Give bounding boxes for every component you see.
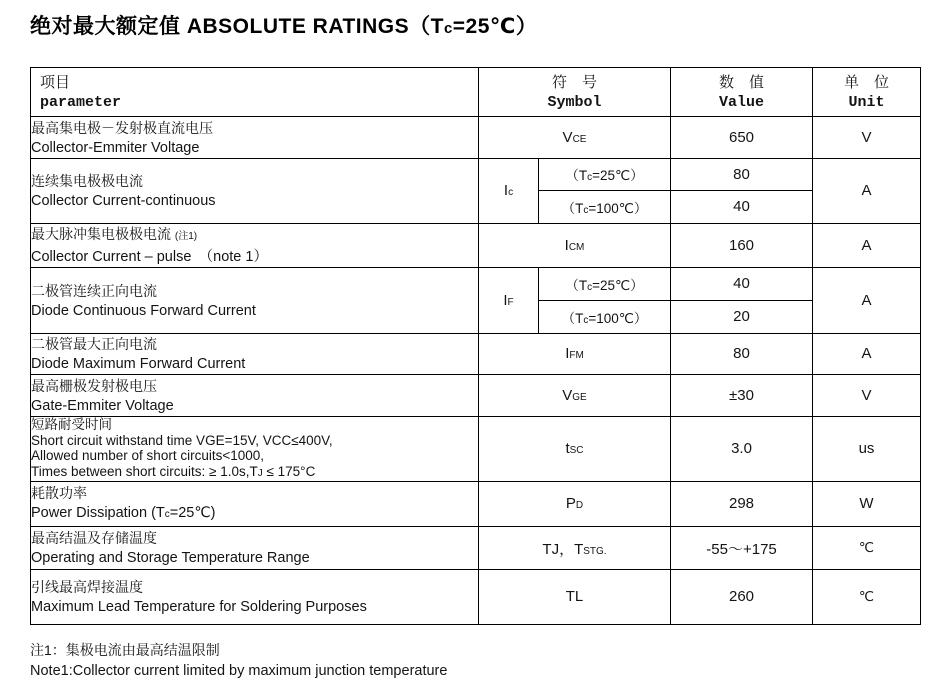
table-row [31, 570, 921, 625]
header-symbol-en: Symbol [547, 93, 602, 111]
symbol-cell [479, 224, 671, 268]
table-row [31, 159, 921, 191]
unit-text: A [861, 182, 872, 199]
param-en: Collector-Emmiter Voltage [31, 139, 200, 156]
param-cell [31, 570, 479, 625]
value-cell [671, 334, 813, 375]
header-parameter [31, 68, 479, 117]
param-cell [31, 268, 479, 334]
param-zh: 最大脉冲集电极极电流 (注1) [31, 226, 198, 242]
value-text: 260 [729, 588, 755, 605]
condition-cell [539, 268, 671, 301]
footnote-zh: 注1：集极电流由最高结温限制 [30, 642, 220, 658]
table-row [31, 375, 921, 417]
table-row [31, 417, 921, 482]
condition-text: （Tc=100℃） [561, 200, 648, 216]
unit-cell [813, 268, 921, 334]
table-row [31, 268, 921, 301]
param-en: Collector Current-continuous [31, 193, 216, 209]
unit-cell [813, 159, 921, 224]
unit-text: V [861, 128, 872, 146]
param-zh: 短路耐受时间 [31, 417, 112, 432]
value-cell [671, 117, 813, 159]
header-parameter-en: parameter [40, 93, 122, 111]
value-cell [671, 159, 813, 191]
table-row [31, 482, 921, 527]
footnotes [30, 640, 920, 682]
page-title: 绝对最大额定值 ABSOLUTE RATINGS（Tc=25℃） [30, 15, 538, 38]
symbol-cell [479, 527, 671, 570]
symbol-cell [479, 375, 671, 417]
value-cell [671, 417, 813, 482]
header-parameter-zh: 项目 [40, 73, 71, 91]
unit-text: A [861, 236, 872, 254]
param-en-line: Short circuit withstand time VGE=15V, VCC≤400V, [31, 432, 333, 448]
symbol-cell [479, 268, 539, 334]
symbol-ic: Ic [503, 182, 514, 199]
param-cell [31, 417, 479, 482]
symbol-pd: PD [565, 495, 584, 512]
unit-cell [813, 334, 921, 375]
header-symbol [479, 68, 671, 117]
unit-cell [813, 527, 921, 570]
param-zh: 最高栅极发射极电压 [31, 377, 157, 394]
value-cell [671, 191, 813, 224]
header-value [671, 68, 813, 117]
table-row [31, 527, 921, 570]
header-value-zh: 数 值 [719, 73, 765, 91]
value-cell [671, 375, 813, 417]
symbol-tl: TL [565, 588, 584, 605]
value-text: 40 [733, 275, 750, 292]
param-zh: 最高集电极－发射极直流电压 [31, 119, 213, 136]
value-text: 80 [733, 165, 750, 183]
param-en: Diode Continuous Forward Current [31, 302, 256, 319]
header-unit-en: Unit [848, 93, 885, 111]
unit-cell [813, 117, 921, 159]
param-cell [31, 482, 479, 527]
value-text: 40 [733, 198, 750, 215]
table-row [31, 224, 921, 268]
symbol-if: IF [503, 291, 514, 309]
header-value-en: Value [719, 93, 765, 111]
symbol-ifm: IFM [565, 345, 584, 362]
unit-text: ℃ [858, 540, 875, 555]
symbol-tsc: tSC [565, 440, 584, 457]
param-en: Collector Current – pulse （note 1） [31, 249, 268, 265]
param-zh: 最高结温及存储温度 [31, 530, 157, 546]
header-symbol-zh: 符 号 [552, 73, 598, 91]
unit-text: A [861, 345, 872, 362]
param-zh: 耗散功率 [31, 485, 87, 501]
condition-cell [539, 191, 671, 224]
unit-cell [813, 224, 921, 268]
param-en: Diode Maximum Forward Current [31, 356, 246, 372]
symbol-cell [479, 570, 671, 625]
unit-text: us [858, 440, 875, 457]
symbol-cell [479, 482, 671, 527]
header-unit-zh: 单 位 [844, 73, 890, 91]
symbol-vge: VGE [562, 386, 587, 404]
param-cell [31, 117, 479, 159]
table-row [31, 117, 921, 159]
header-unit [813, 68, 921, 117]
unit-cell [813, 375, 921, 417]
unit-text: W [859, 495, 874, 512]
symbol-cell [479, 334, 671, 375]
value-cell [671, 224, 813, 268]
param-zh: 二极管连续正向电流 [31, 282, 157, 299]
param-cell [31, 159, 479, 224]
param-en: Maximum Lead Temperature for Soldering Purposes [31, 599, 367, 615]
param-en-line: Times between short circuits: ≥ 1.0s,TJ ≤ 175°C [31, 463, 316, 479]
condition-cell [539, 159, 671, 191]
unit-cell [813, 482, 921, 527]
param-cell [31, 334, 479, 375]
param-zh: 二极管最大正向电流 [31, 336, 157, 352]
value-text: 160 [729, 236, 755, 254]
value-cell [671, 570, 813, 625]
condition-text: （Tc=100℃） [561, 310, 648, 326]
unit-text: V [861, 386, 872, 404]
value-text: -55～+175 [706, 540, 777, 558]
table-row [31, 334, 921, 375]
symbol-cell [479, 117, 671, 159]
unit-cell [813, 417, 921, 482]
table-header-row [31, 68, 921, 117]
value-text: 80 [733, 345, 750, 362]
param-en: Operating and Storage Temperature Range [31, 550, 310, 566]
param-en-line: Allowed number of short circuits<1000, [31, 448, 264, 463]
value-text: ±30 [729, 386, 754, 404]
value-text: 20 [733, 308, 750, 325]
footnote-en: Note1:Collector current limited by maximum junction temperature [30, 663, 448, 679]
value-cell [671, 301, 813, 334]
value-text: 650 [729, 128, 755, 146]
unit-text: ℃ [858, 589, 875, 604]
unit-text: A [861, 291, 872, 309]
param-en: Gate-Emmiter Voltage [31, 397, 174, 414]
param-zh: 连续集电极极电流 [31, 173, 143, 189]
symbol-tj-tstg: TJ，TSTG. [542, 540, 607, 558]
absolute-ratings-table [30, 67, 921, 625]
param-cell [31, 527, 479, 570]
param-cell [31, 375, 479, 417]
symbol-vce: VCE [562, 128, 587, 146]
unit-cell [813, 570, 921, 625]
value-text: 298 [729, 495, 755, 512]
value-cell [671, 527, 813, 570]
symbol-cell [479, 159, 539, 224]
condition-text: （Tc=25℃） [565, 277, 644, 293]
condition-cell [539, 301, 671, 334]
symbol-icm: ICM [564, 236, 585, 254]
param-en: Power Dissipation (Tc=25℃) [31, 505, 216, 521]
value-cell [671, 268, 813, 301]
param-zh: 引线最高焊接温度 [31, 579, 143, 595]
condition-text: （Tc=25℃） [565, 168, 644, 183]
value-cell [671, 482, 813, 527]
symbol-cell [479, 417, 671, 482]
value-text: 3.0 [731, 440, 752, 457]
param-cell [31, 224, 479, 268]
